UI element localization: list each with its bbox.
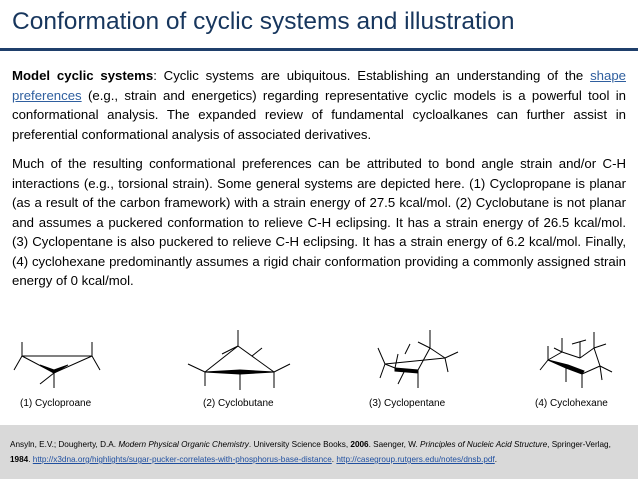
ref-book-title: Modern Physical Organic Chemistry — [118, 440, 249, 449]
cycloalkane-figures — [0, 318, 638, 408]
reference-text — [10, 437, 630, 467]
ref-year2: 1984 — [10, 455, 29, 464]
ref-author2: . Saenger, W. — [368, 440, 421, 449]
ref-sep1: . — [28, 455, 33, 464]
shape-preferences-link[interactable]: shape preferences — [12, 68, 626, 103]
intro-bold-lead: Model cyclic systems — [12, 68, 154, 83]
cyclopentane-structure — [378, 330, 458, 388]
caption-cyclopentane: (3) Cyclopentane — [369, 398, 446, 409]
intro-text-a: : Cyclic systems are ubiquitous. Establishing an understanding of the — [153, 68, 591, 83]
intro-text-b: (e.g., strain and energetics) regarding representative cyclic models is a powerful tool in conformational analysis. The expanded review of fundamental cycloalkanes can further assist in preferential conformational analysis of associated derivatives. — [12, 87, 626, 142]
ref-book-title2: Principles of Nucleic Acid Structure — [420, 440, 548, 449]
cyclobutane-structure — [188, 330, 290, 390]
ref-sep2: . — [331, 455, 337, 464]
reference-footer — [0, 425, 638, 479]
ref-sep3: . — [494, 455, 498, 464]
ref-authors: Ansyln, E.V.; Dougherty, D.A. — [10, 440, 119, 449]
ref-link-casegroup[interactable]: http://casegroup.rutgers.edu/notes/dnsb.pdf — [336, 455, 495, 464]
paragraph-intro — [12, 66, 626, 144]
ref-link-x3dna[interactable]: http://x3dna.org/highlights/sugar-pucker-correlates-with-phosphorus-base-distance — [32, 455, 332, 464]
page-title: Conformation of cyclic systems and illustration — [12, 8, 515, 35]
ref-publisher: . University Science Books, — [248, 440, 351, 449]
ref-publisher2: , Springer-Verlag, — [547, 440, 611, 449]
cyclohexane-structure — [540, 332, 612, 388]
cyclopropane-structure — [14, 342, 100, 388]
caption-cyclopropane: (1) Cycloproane — [20, 398, 92, 409]
paragraph-conformations: Much of the resulting conformational preferences can be attributed to bond angle strain and/or C-H interactions (e.g., torsional strain). Some general systems are depicted here. (1) Cyclopropane is planar (as a result of the carbon framework) with a strain energy of 27.5 kcal/mol. (2) Cyclobutane is not planar and assumes a puckered conformation to relieve C-H eclipsing. It has a strain energy of 26.5 kcal/mol. (3) Cyclopentane is also puckered to relieve C-H eclipsing. It has a strain energy of 6.2 kcal/mol. Finally, (4) cyclohexane predominantly assumes a rigid chair conformation providing a commonly assigned strain energy of 0 kcal/mol. — [12, 156, 626, 288]
title-divider — [0, 48, 638, 51]
caption-cyclohexane: (4) Cyclohexane — [535, 398, 608, 409]
ref-year: 2006 — [350, 440, 369, 449]
caption-cyclobutane: (2) Cyclobutane — [203, 398, 274, 409]
